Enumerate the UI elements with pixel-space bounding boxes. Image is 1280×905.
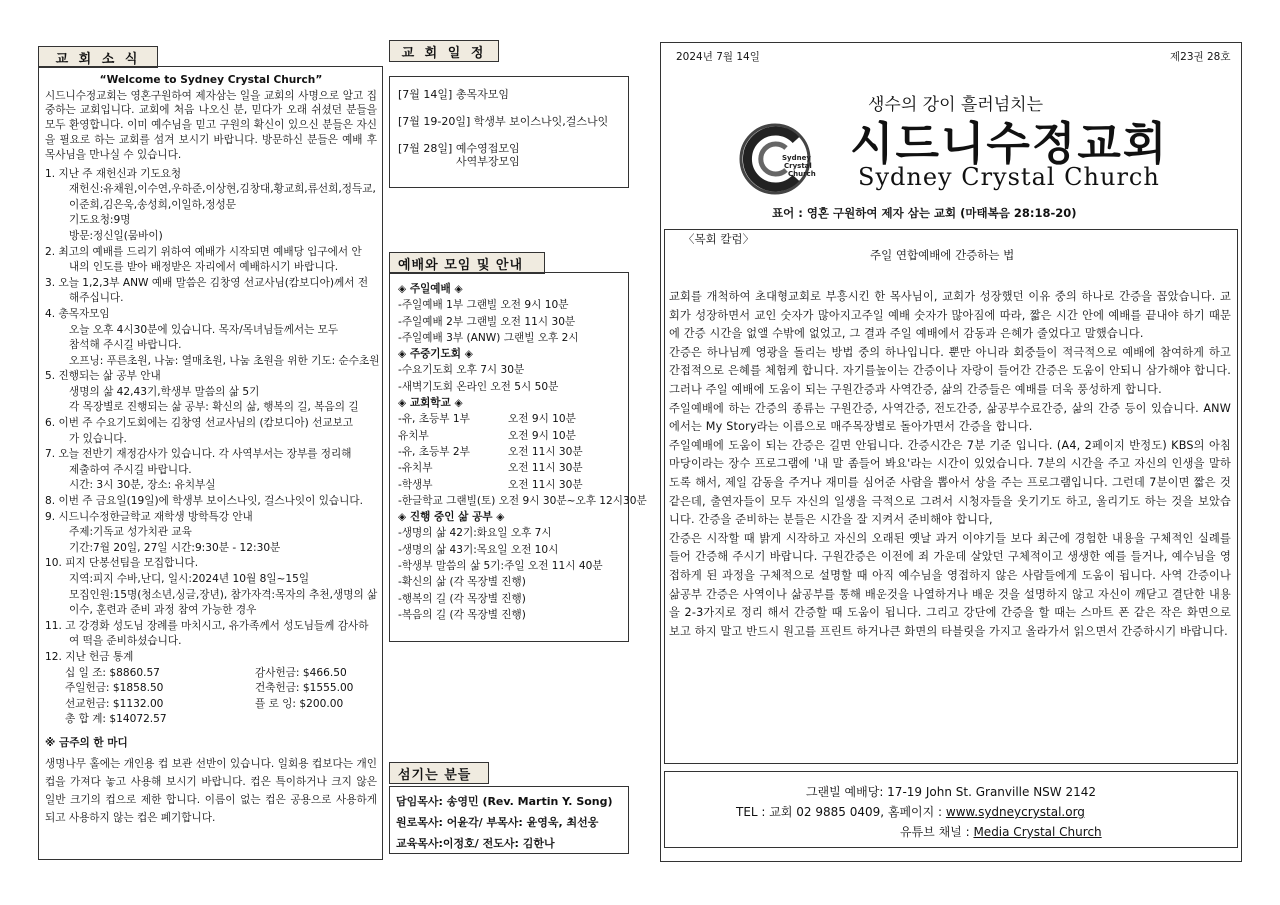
news-item: 10. 피지 단봉선팀을 모집합니다. [45,557,199,570]
schedule-item: [7월 19-20일] 학생부 보이스나잇,걸스나잇 [398,115,609,128]
news-item: 기간:7월 20일, 27일 시간:9:30분 - 12:30분 [69,541,281,554]
news-item: 오늘 오후 4시30분에 있습니다. 목자/목녀님들께서는 모두 [69,323,339,336]
worship-item: -주일예배 2부 그랜빌 오전 11시 30분 [398,315,576,328]
worship-item [398,460,622,476]
news-tab: 교 회 소 식 [38,46,158,68]
worship-item [398,477,622,493]
footer-youtube-label: 유튜브 채널 : [900,825,974,839]
church-name-kr: 시드니수정교회 [850,117,1169,170]
worship-item: -주일예배 3부 (ANW) 그랜빌 오후 2시 [398,331,579,344]
news-item: 해주십니다. [69,292,124,305]
offering-cell: 감사헌금: $466.50 [255,666,347,679]
news-item: 4. 총목자모임 [45,307,110,320]
schedule-item: 사역부장모임 [456,155,520,168]
footer-tel: TEL : 교회 02 9885 0409, 홈페이지 : [736,805,946,819]
worship-heading: ◈ 진행 중인 삶 공부 ◈ [398,511,505,524]
news-item: 가 있습니다. [69,432,127,445]
worship-item-time: 오전 11시 30분 [508,478,583,491]
news-intro: 시드니수정교회는 영혼구원하여 제자삼는 일을 교회의 사명으로 알고 집중하는 교회입니다. 교회에 처음 나오신 분, 믿다가 오래 쉬셨던 분들을 모두 환영합니다. 이미 예수님을 믿고 구원의 확신이 있으신 분들은 자신을 필요로 하는 교회를 섬겨 보시기 바랍니다. 방문하신 분들은 예배 후 목사님을 만나실 수 있습니다. [45,89,377,161]
news-item: 2. 최고의 예배를 드리기 위하여 예배가 시작되면 예배당 입구에서 안 [45,245,362,258]
worship-item-time: 오전 11시 30분 [508,445,583,458]
church-name-en: Sydney Crystal Church [858,163,1160,191]
column-paragraph: 교회를 개척하여 초대형교회로 부흥시킨 한 목사님이, 교회가 성장했던 이유 중의 하나로 간증을 꼽았습니다. 교회가 성장하면서 교인 숫자가 많아지고주일 예배 숫자가 많아짐에 따라, 짧은 시간 안에 예배를 끝내야 하기 때문에 간증 시간을 없앨 수밖에 없었고, 그 결과 주일 예배에서 감동과 은혜가 줄었다고 말했습니다. [669,290,1231,341]
offering-cell: 십 일 조: $8860.57 [65,666,160,679]
news-item: 12. 지난 헌금 통계 [45,650,134,663]
worship-item-name: -유, 초등부 2부 [398,445,470,458]
worship-item: -한글학교 그랜빌(토) 오전 9시 30분~오후 12시30분 [398,494,647,507]
worship-item: -학생부 말씀의 삶 5기:주일 오전 11시 40분 [398,560,603,573]
motto: 표어 : 영혼 구원하여 제자 삼는 교회 (마태복음 28:18-20) [772,206,1077,220]
schedule-item: [7월 14일] 총목자모임 [398,88,509,101]
worship-item: -복음의 길 (각 목장별 진행) [398,608,526,621]
news-item: 지역:피지 수바,난디, 일시:2024년 10월 8일~15일 [69,573,310,586]
worship-item-time: 오전 9시 10분 [508,413,576,426]
column-paragraph: 간증은 하나님께 영광을 돌리는 방법 중의 하나입니다. 뿐만 아니라 회중들이 적극적으로 예배에 참여하게 하고 간접적으로 은혜를 체험케 합니다. 자기를높이는 간증이나 자랑이 들어간 간증은 도움이 안되니 삼가해야 합니다. 그러나 주일 예배에 도움이 되는 구원간증과 사역간증, 삶의 간증들은 예배를 더욱 풍성하게 합니다. [669,345,1231,396]
news-item: 재헌신:유채원,이수연,우하준,이상현,김창대,황교희,류선희,정득교, [69,183,376,196]
offering-cell: 주일헌금: $1858.50 [65,682,164,695]
news-item: 생명의 삶 42,43기,학생부 말씀의 삶 5기 [69,385,260,398]
column-body [669,288,1231,641]
worship-item: -수요기도회 오후 7시 30분 [398,364,525,377]
logo-word: Sydney [782,154,811,162]
notice-body: 생명나무 홀에는 개인용 컵 보관 선반이 있습니다. 일회용 컵보다는 개인컵을 가져다 놓고 사용해 보시기 바랍니다. 컵은 특이하거나 크지 않은 일반 크기의 컵으로 제한 합니다. 이름이 없는 컵은 공용으로 사용하게 되고 사용하지 않는 컵은 폐기합니다. [45,757,377,824]
column-paragraph: 주일예배에 하는 간증의 종류는 구원간증, 사역간증, 전도간증, 삶공부수료간증, 삶의 간증 등이 있습니다. ANW에서는 My Story라는 이름으로 매주목장별로 돌아가면서 간증을 합니다. [669,401,1231,434]
news-item: 8. 이번 주 금요일(19일)에 학생부 보이스나잇, 걸스나잇이 있습니다. [45,495,363,508]
staff-line: 교육목사:이정호/ 전도사: 김한나 [396,837,555,850]
schedule-box [389,76,629,188]
slogan: 생수의 강이 흘러넘치는 [868,95,1044,115]
worship-item: -새벽기도회 온라인 오전 5시 50분 [398,380,559,393]
news-item: 제출하여 주시길 바랍니다. [69,463,192,476]
church-logo [738,122,816,196]
news-item: 7. 오늘 전반기 재정감사가 있습니다. 각 사역부서는 장부를 정리해 [45,448,352,461]
worship-heading: ◈ 주중기도회 ◈ [398,348,473,361]
worship-item-name: -유, 초등부 1부 [398,413,470,426]
staff-line: 원로목사: 어윤각/ 부목사: 윤영욱, 최선웅 [396,816,599,829]
worship-item-time: 오전 11시 30분 [508,462,583,475]
column-paragraph: 주일예배에 도움이 되는 간증은 길면 안됩니다. 간증시간은 7분 기준 입니다. (A4, 2페이지 반정도) KBS의 아침 마당이라는 장수 프로그램에 '내 말 좀들어 봐요'라는 시간이 있었습니다. 7분의 시간을 주고 자신의 인생을 말하도록 해서, 제일 감동을 주거나 재미를 심어준 사람을 뽑아서 상을 주는 프로그램입니다. 그런데 7분이면 짧은 것 같은데, 출연자들이 모두 자신의 일생을 극적으로 그려서 시청자들을 웃기기도 하고, 울리기도 하는 것을 보았습니다. 간증을 준비하는 분들은 시간을 잘 지켜서 준비해야 합니다, [669,438,1231,527]
worship-box [389,272,647,642]
worship-item-name: -유치부 [398,462,433,475]
news-item: 기도요청:9명 [69,214,131,227]
offering-cell: 플 로 잉: $200.00 [255,697,344,710]
schedule-item: [7월 28일] 예수영접모임 [398,142,520,155]
worship-item [398,428,622,444]
footer-info [664,782,1238,842]
worship-item-time: 오전 9시 10분 [508,429,576,442]
staff-line: 담임목사: 송영민 (Rev. Martin Y. Song) [396,795,613,808]
news-item: 시간: 3시 30분, 장소: 유치부실 [69,479,216,492]
offering-cell: 총 합 계: $14072.57 [65,713,167,726]
news-item: 1. 지난 주 재헌신과 기도요청 [45,167,182,180]
offering-cell [255,712,405,728]
worship-heading: ◈ 교회학교 ◈ [398,397,463,410]
worship-item: -주일예배 1부 그랜빌 오전 9시 10분 [398,299,569,312]
bulletin-volume: 제23권 28호 [1170,51,1231,63]
worship-item [398,411,622,427]
staff-tab: 섬기는 분들 [389,762,489,784]
worship-item [398,444,622,460]
news-box [38,66,383,860]
worship-item: -생명의 삶 42기:화요일 오후 7시 [398,527,552,540]
offering-stats [45,666,377,728]
news-item: 내의 인도를 받아 배정받은 자리에서 예배하시기 바랍니다. [69,261,339,274]
worship-item: -생명의 삶 43기:목요일 오전 10시 [398,543,559,556]
news-item: 참석해 주시길 바랍니다. [69,339,182,352]
news-item: 오프닝: 푸른초원, 나눔: 열매초원, 나눔 초원을 위한 기도: 순수초원 [69,354,380,367]
logo-word: Church [788,170,816,178]
news-item: 여 떡을 준비하셨습니다. [69,635,182,648]
offering-cell: 선교헌금: $1132.00 [65,697,164,710]
bulletin-date: 2024년 7월 14일 [676,51,760,63]
schedule-tab: 교 회 일 정 [389,40,499,62]
column-title: 주일 연합예배에 간증하는 법 [870,248,1015,262]
staff-box [389,786,629,854]
website-link[interactable]: www.sydneycrystal.org [945,805,1085,819]
column-tag: 〈목회 칼럼〉 [683,232,755,246]
news-item: 9. 시드니수정한글학교 재학생 방학특강 안내 [45,510,253,523]
notice-title: ※ 금주의 한 마디 [45,736,128,749]
news-item: 3. 오늘 1,2,3부 ANW 예배 말씀은 김창영 선교사님(캄보디아)께서 전 [45,276,369,289]
worship-item-name: -학생부 [398,478,433,491]
worship-item: -행복의 길 (각 목장별 진행) [398,592,526,605]
news-list [45,167,380,666]
logo-word: Crystal [784,162,812,170]
news-item: 각 목장별로 진행되는 삶 공부: 확신의 삶, 행복의 길, 복음의 길 [69,401,359,414]
worship-item-name: 유치부 [398,429,429,442]
column-paragraph: 간증은 시작할 때 밝게 시작하고 자신의 오래된 옛날 과거 이야기들 보다 최근에 경험한 내용을 구체적인 실례를 들어 간증해 주시기 바랍니다. 구원간증은 이전에 죄 가운데 살았던 구체적이고 생생한 예를 들거나, 예수님을 영접하게 된 과정을 구체적으로 설명할 때 아직 예수님을 영접하지 않은 사람들에게 도움이 됩니다. 사역 간증이나 삶공부 간증은 사역이나 삶공부를 통해 배운것을 나열하거나 배운 것을 설명하지 않고 자신이 깨닫고 결단한 내용을 2-3가지로 정리 해서 간증할 때 도움이 됩니다. 그리고 강단에 간증을 할 때는 스마트 폰 같은 작은 화면으로 보고 하지 말고 반드시 원고를 프린트 하거나큰 화면의 타블릿을 가지고 올라가서 읽으면서 간증하시기 바랍니다. [669,531,1231,638]
news-item: 주제:기독교 성가치관 교육 [69,526,192,539]
news-item: 5. 진행되는 삶 공부 안내 [45,370,161,383]
worship-item: -확신의 삶 (각 목장별 진행) [398,576,526,589]
worship-heading: ◈ 주일예배 ◈ [398,283,463,295]
footer-address: 그랜빌 예배당: 17-19 John St. Granville NSW 2142 [805,785,1097,799]
news-item: 방문:정신일(뭄바이) [69,229,163,242]
news-item: 11. 고 강경화 성도님 장례를 마치시고, 유가족께서 성도님들께 감사하 [45,619,369,632]
news-item: 모집인원:15명(청소년,싱글,장년), 참가자격:목자의 추천,생명의 삶 [69,588,378,601]
worship-tab: 예배와 모임 및 안내 [389,252,545,274]
welcome-title: “Welcome to Sydney Crystal Church” [99,74,323,86]
offering-cell: 건축헌금: $1555.00 [255,682,354,695]
news-item: 이수, 훈련과 준비 과정 참여 가능한 경우 [69,604,257,617]
news-item: 이준희,김은욱,송성희,이일하,정성문 [69,198,236,211]
youtube-link[interactable]: Media Crystal Church [973,825,1102,839]
news-item: 6. 이번 주 수요기도회에는 김창영 선교사님의 (캄보디아) 선교보고 [45,417,354,430]
